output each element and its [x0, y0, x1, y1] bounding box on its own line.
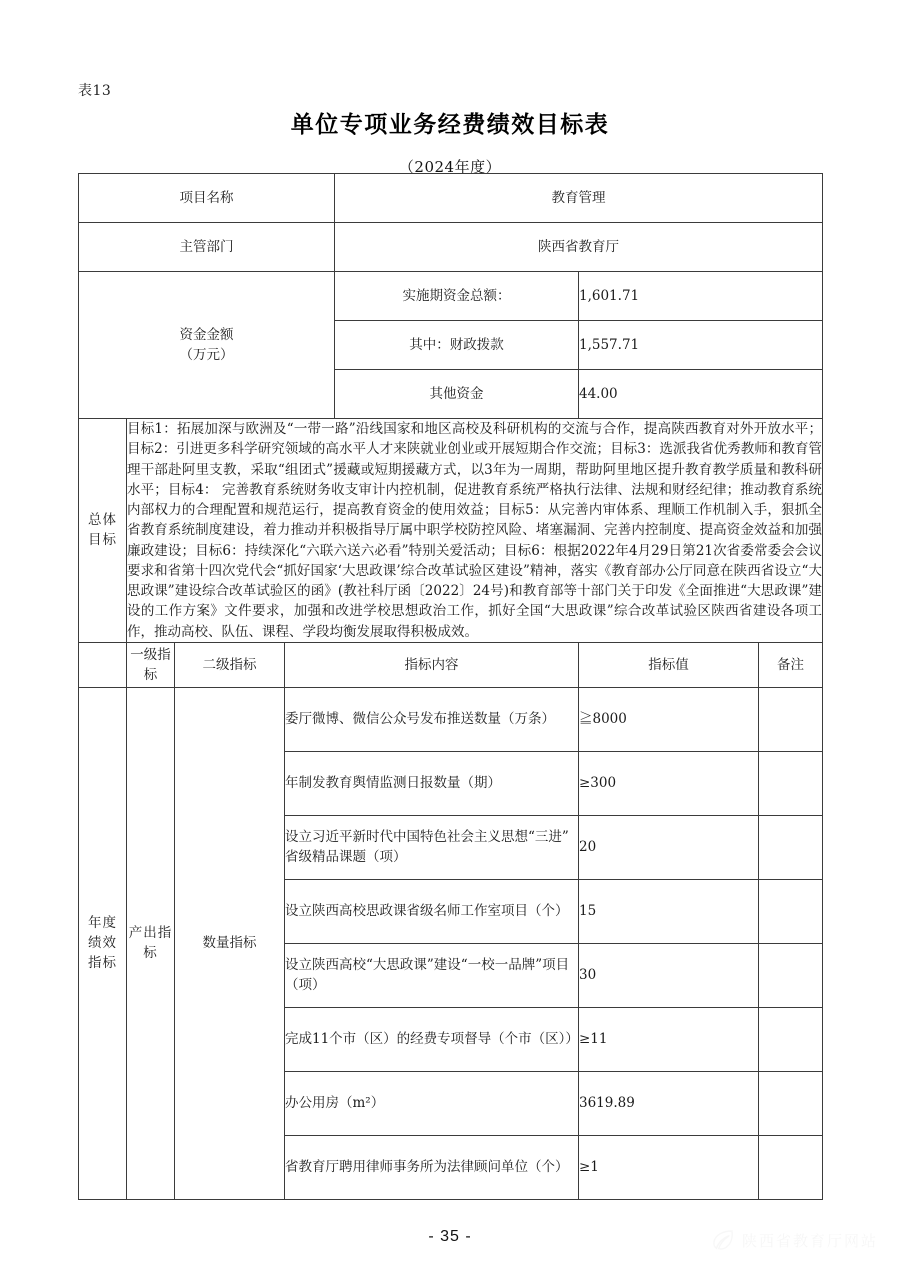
header-level2-indicator: 二级指标: [175, 642, 285, 687]
indicator-content: 设立陕西高校“大思政课”建设“一校一品牌”项目（项）: [285, 943, 579, 1007]
indicator-content: 省教育厅聘用律师事务所为法律顾问单位（个）: [285, 1135, 579, 1199]
sheet-label: 表13: [78, 83, 112, 99]
funding-amount-label: [79, 272, 335, 419]
indicator-note: [759, 687, 823, 751]
row-department: [79, 223, 823, 272]
indicator-header-row: [79, 642, 823, 687]
indicator-note: [759, 943, 823, 1007]
indicator-content: 设立陕西高校思政课省级名师工作室项目（个）: [285, 879, 579, 943]
header-indicator-value: 指标值: [579, 642, 759, 687]
indicator-value: ≥1: [579, 1135, 759, 1199]
page-title: 单位专项业务经费绩效目标表: [290, 111, 610, 138]
row-overall-goal: [79, 419, 823, 643]
indicator-value: 3619.89: [579, 1071, 759, 1135]
funding-row-value: 1,601.71: [579, 272, 823, 321]
department-value: 陕西省教育厅: [335, 223, 823, 272]
indicator-note: [759, 815, 823, 879]
overall-goal-text: 目标1：拓展加深与欧洲及“一带一路”沿线国家和地区高校及科研机构的交流与合作，提高陕西教育对外开放水平；目标2：引进更多科学研究领域的高水平人才来陕就业创业或开展短期合作交流；目标3：选派我省优秀教师和教育管理干部赴阿里支教，采取“组团式”援藏或短期援藏方式，以3年为一周期，帮助阿里地区提升教育教学质量和教科研水平；目标4： 完善教育系统财务收支审计内控机制，促进教育系统严格执行法律、法规和财经纪律；推动教育系统内部权力的合理配置和规范运行，提高教育资金的使用效益；目标5：从完善内审体系、理顺工作机制入手，狠抓全省教育系统制度建设，着力推动并积极指导厅属中职学校防控风险、堵塞漏洞、完善内控制度、提高资金效益和加强廉政建设；目标6：持续深化“六联六送六必看”特别关爱活动；目标6：根据2022年4月29日第21次省委常委会会议要求和省第十四次党代会“抓好国家‘大思政课’综合改革试验区建设”精神，落实《教育部办公厅同意在陕西省设立“大思政课”建设综合改革试验区的函》(教社科厅函〔2022〕24号)和教育部等十部门关于印发《全面推进“大思政课”建设的工作方案》文件要求，加强和改进学校思想政治工作，抓好全国“大思政课”综合改革试验区陕西省建设各项工作，推动高校、队伍、课程、学段均衡发展取得积极成效。: [127, 419, 823, 643]
watermark-text: 陕西省教育厅网站: [741, 1231, 878, 1250]
funding-row-name: 其他资金: [335, 370, 579, 419]
annual-label-line2: 绩效: [88, 935, 117, 952]
funding-row-name: 其中：财政拨款: [335, 321, 579, 370]
performance-goal-table: [78, 173, 823, 1200]
header-indicator-content: 指标内容: [285, 642, 579, 687]
output-indicator-label: [127, 687, 175, 1199]
indicator-content: 完成11个市（区）的经费专项督导（个市（区））: [285, 1007, 579, 1071]
indicator-header-spacer: [79, 642, 127, 687]
overall-goal-label-line2: 目标: [88, 532, 117, 549]
output-label-line1: 产出指: [128, 925, 173, 941]
indicator-content: 办公用房（m²）: [285, 1071, 579, 1135]
department-label: 主管部门: [79, 223, 335, 272]
indicator-note: [759, 879, 823, 943]
indicator-value: 30: [579, 943, 759, 1007]
indicator-note: [759, 1135, 823, 1199]
quantity-indicator-label: 数量指标: [175, 687, 285, 1199]
indicator-value: ≥300: [579, 751, 759, 815]
funding-row-value: 44.00: [579, 370, 823, 419]
annual-performance-indicator-label: [79, 687, 127, 1199]
indicator-value: ≥11: [579, 1007, 759, 1071]
indicator-value: 20: [579, 815, 759, 879]
project-name-label: 项目名称: [79, 174, 335, 223]
funding-label-line2: （万元）: [179, 347, 234, 363]
page-subtitle: （2024年度）: [398, 158, 502, 176]
project-name-value: 教育管理: [335, 174, 823, 223]
indicator-content: 委厅微博、微信公众号发布推送数量（万条）: [285, 687, 579, 751]
overall-goal-label: [79, 419, 127, 643]
indicator-value: ≧8000: [579, 687, 759, 751]
annual-label-line1: 年度: [88, 914, 117, 931]
indicator-content: 年制发教育舆情监测日报数量（期）: [285, 751, 579, 815]
overall-goal-label-line1: 总体: [88, 512, 117, 529]
funding-label-line1: 资金金额: [179, 326, 234, 343]
page-number: - 35 -: [428, 1228, 472, 1245]
table-row: [79, 687, 823, 751]
header-note: 备注: [759, 642, 823, 687]
indicator-note: [759, 751, 823, 815]
header-level1-indicator: 一级指标: [127, 642, 175, 687]
row-funding-total: [79, 272, 823, 321]
funding-row-value: 1,557.71: [579, 321, 823, 370]
row-project-name: [79, 174, 823, 223]
indicator-content: 设立习近平新时代中国特色社会主义思想“三进”省级精品课题（项）: [285, 815, 579, 879]
annual-label-line3: 指标: [88, 955, 117, 972]
indicator-note: [759, 1007, 823, 1071]
indicator-note: [759, 1071, 823, 1135]
funding-row-name: 实施期资金总额：: [335, 272, 579, 321]
indicator-value: 15: [579, 879, 759, 943]
output-label-line2: 标: [143, 945, 158, 962]
